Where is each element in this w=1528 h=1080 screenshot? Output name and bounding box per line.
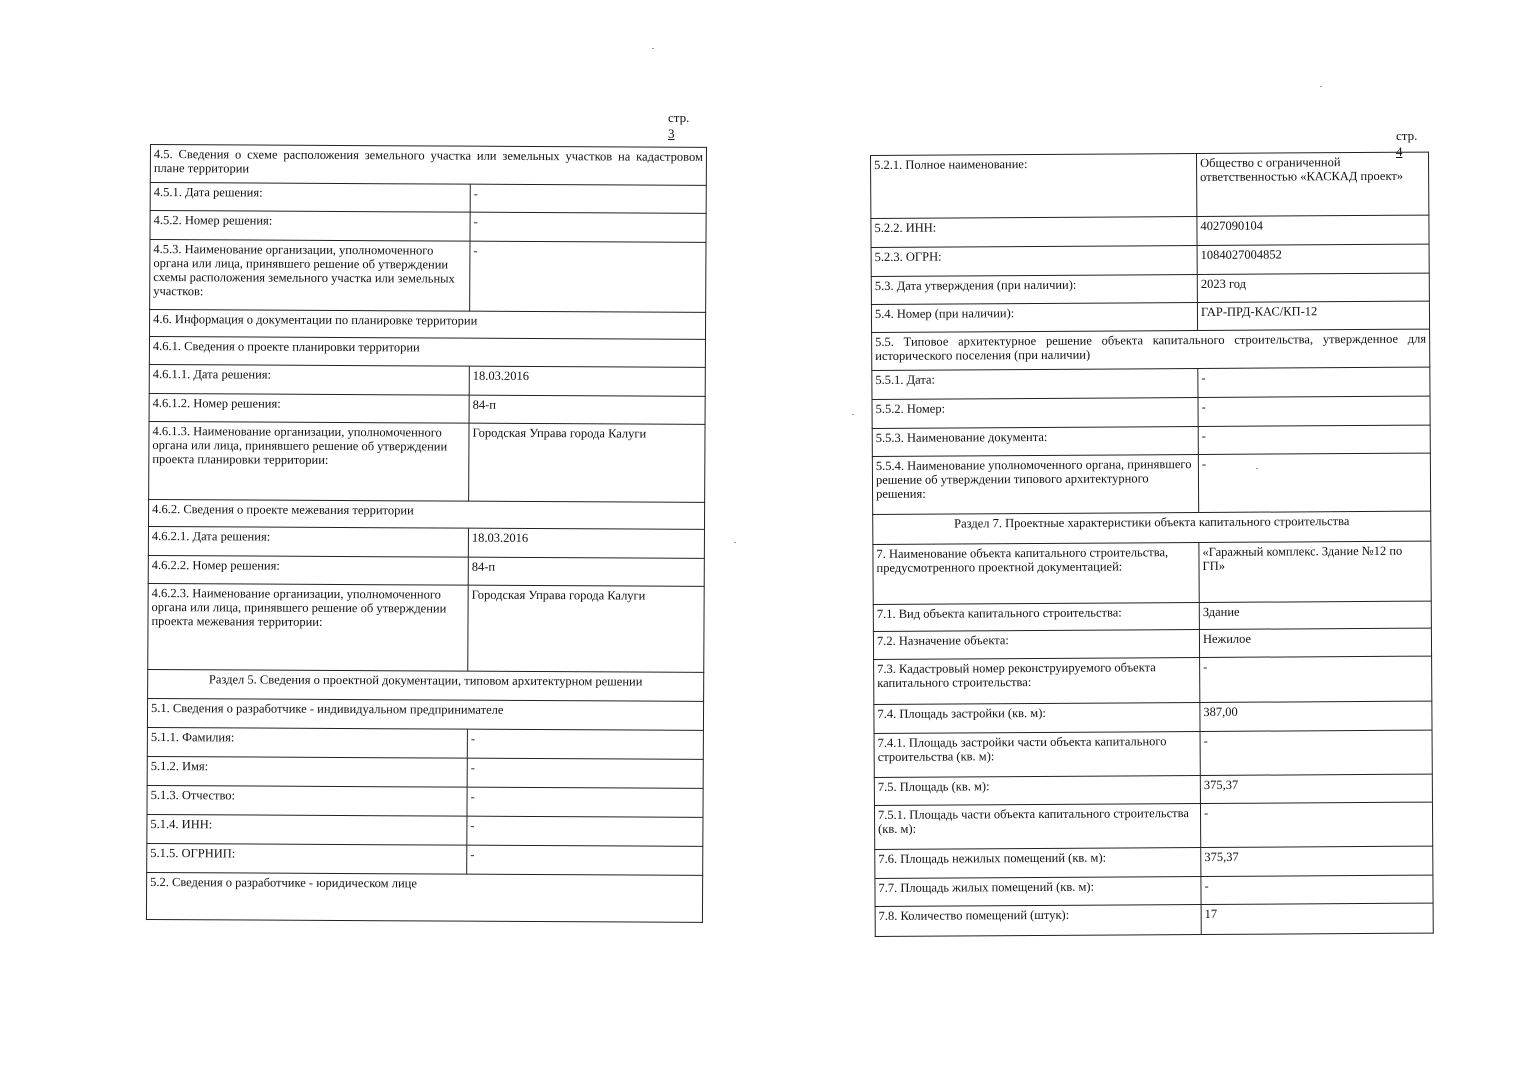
table-row [147,843,703,875]
field-value: 17 [1201,903,1433,934]
scan-speck [1320,86,1322,87]
field-label: 4.5.1. Дата решения: [150,183,470,213]
table-row [874,802,1432,849]
page-3-table [146,144,707,923]
field-value: - [467,845,703,875]
field-label: 4.6.1.3. Наименование организации, уполномоченного органа или лица, принявшего решение об утверждении проекта планировки территории: [149,421,469,501]
field-value: - [1200,730,1432,775]
page-number-4: стр. 4 [1396,128,1418,159]
field-value: 375,37 [1201,846,1433,876]
table-row [872,453,1430,514]
field-value: - [470,241,706,312]
scan-speck [734,542,736,543]
field-value: - [1198,425,1430,454]
subsection-heading: 5.1. Сведения о разработчике - индивидуальном предпринимателе [147,698,703,730]
table-row [148,555,704,586]
table-row [873,601,1431,631]
field-value: 84-п [468,557,704,586]
page-4-table [870,152,1434,937]
field-label: 5.1.2. Имя: [147,756,467,787]
table-row [871,215,1429,247]
table-row [146,872,702,922]
field-label: 5.3. Дата утверждения (при наличии): [871,275,1197,305]
field-label: 5.1.4. ИНН: [147,814,467,845]
table-row [149,310,705,340]
table-row [148,583,704,672]
subsection-heading: 4.6. Информация о документации по планировке территории [149,310,705,340]
field-label: 5.5.4. Наименование уполномоченного органа, принявшего решение об утверждении типового архитектурного решения: [872,454,1198,514]
subsection-heading: 4.6.2. Сведения о проекте межевания территории [148,499,704,529]
field-label: 4.5.3. Наименование организации, уполномоченного органа или лица, принявшего решение об утверждении схемы расположения земельного участка или земельных участков: [150,240,470,312]
table-row [872,396,1430,428]
subsection-heading: 4.5. Сведения о схеме расположения земельного участка или земельных участков на кадастровом плане территории [150,145,706,186]
field-label: 5.5.2. Номер: [872,398,1198,429]
field-value: Общество с ограниченной ответственностью «КАСКАД проект» [1196,152,1428,216]
field-label: 7.8. Количество помещений (штук): [875,904,1201,936]
field-value: «Гаражный комплекс. Здание №12 по ГП» [1199,541,1431,602]
table-row [148,526,704,558]
section-heading: Раздел 7. Проектные характеристики объекта капитального строительства [873,511,1431,544]
table-row [872,367,1430,399]
table-row [872,329,1430,370]
field-label: 4.6.2.1. Дата решения: [148,526,468,557]
field-value: - [1198,453,1430,512]
field-label: 7.7. Площадь жилых помещений (кв. м): [875,876,1201,906]
table-row [149,364,705,396]
field-value: - [1198,396,1430,426]
table-row [150,211,706,243]
table-row [874,774,1432,805]
scan-speck [852,414,854,415]
field-value: - [467,787,703,817]
scan-speck [652,48,654,49]
table-row [150,240,706,313]
table-row [149,336,705,367]
field-value: - [467,758,703,788]
field-label: 7.6. Площадь нежилых помещений (кв. м): [875,847,1201,878]
field-value: 84-п [469,395,705,424]
field-value: Городская Управа города Калуги [469,423,705,502]
field-value: ГАР-ПРД-КАС/КП-12 [1197,301,1429,330]
field-value: 1084027004852 [1197,244,1429,274]
field-label: 5.5.3. Наименование документа: [872,427,1198,457]
field-value: - [467,816,703,846]
field-label: 7. Наименование объекта капитального строительства, предусмотренного проектной документацией: [873,542,1199,604]
page-number-3: стр. 3 [668,110,690,141]
field-value: - [467,729,703,759]
field-label: 4.5.2. Номер решения: [150,211,470,242]
field-value: 387,00 [1200,701,1432,731]
field-value: 4027090104 [1197,215,1429,245]
field-label: 4.6.2.2. Номер решения: [148,555,468,585]
subsection-heading: 5.2. Сведения о разработчике - юридическом лице [146,872,702,922]
field-label: 7.5.1. Площадь части объекта капитального строительства (кв. м): [874,803,1200,849]
field-label: 4.6.1.1. Дата решения: [149,364,469,395]
field-label: 4.6.2.3. Наименование организации, уполномоченного органа или лица, принявшего решение об утверждении проекта межевания территории: [148,583,468,671]
table-row [150,145,706,186]
field-label: 5.1.5. ОГРНИП: [147,843,467,874]
table-row [874,701,1432,733]
table-row [147,785,703,817]
table-row [871,152,1429,218]
subsection-heading: 4.6.1. Сведения о проекте планировки территории [149,336,705,367]
subsection-heading: 5.5. Типовое архитектурное решение объекта капитального строительства, утвержденное для исторического поселения (при наличии) [872,329,1430,370]
section-heading: Раздел 5. Сведения о проектной документации, типовом архитектурном решении [148,669,704,701]
table-row [148,669,704,701]
scan-speck [1256,468,1258,469]
field-value: - [1198,367,1430,397]
table-row [873,628,1431,659]
table-row [147,698,703,730]
field-value: 18.03.2016 [468,528,704,558]
field-value: - [470,184,706,213]
field-value: - [1200,802,1432,847]
field-value: Нежилое [1199,628,1431,657]
field-label: 5.4. Номер (при наличии): [871,303,1197,333]
table-row [871,301,1429,332]
field-value: Здание [1199,601,1431,629]
field-label: 4.6.1.2. Номер решения: [149,393,469,423]
table-row [872,425,1430,456]
table-row [147,727,703,759]
field-label: 5.1.1. Фамилия: [147,727,467,758]
field-label: 5.2.2. ИНН: [871,217,1197,248]
field-label: 7.5. Площадь (кв. м): [874,775,1200,805]
field-label: 7.4. Площадь застройки (кв. м): [874,702,1200,733]
table-row [871,273,1429,304]
field-label: 7.4.1. Площадь застройки части объекта капитального строительства (кв. м): [874,731,1200,777]
field-value: 2023 год [1197,273,1429,302]
field-value: - [470,212,706,242]
table-row [147,756,703,788]
field-label: 5.2.1. Полное наименование: [871,154,1197,219]
field-label: 7.2. Назначение объекта: [873,629,1199,659]
table-row [875,875,1433,906]
table-row [875,903,1433,936]
table-row [147,814,703,846]
field-label: 7.1. Вид объекта капитального строительства: [873,602,1199,631]
table-row [873,511,1431,544]
table-row [149,421,705,502]
field-label: 5.1.3. Отчество: [147,785,467,816]
table-row [874,730,1432,777]
field-value: - [1200,656,1432,702]
field-value: 18.03.2016 [469,366,705,396]
field-value: Городская Управа города Калуги [468,585,704,672]
table-row [148,499,704,529]
table-row [874,656,1432,704]
field-value: - [1201,875,1433,904]
table-row [875,846,1433,878]
table-row [150,183,706,214]
field-label: 5.5.1. Дата: [872,369,1198,400]
table-row [149,393,705,424]
table-row [873,541,1431,604]
field-label: 5.2.3. ОГРН: [871,246,1197,277]
table-row [871,244,1429,276]
field-value: 375,37 [1200,774,1432,803]
field-label: 7.3. Кадастровый номер реконструируемого объекта капитального строительства: [874,657,1200,704]
